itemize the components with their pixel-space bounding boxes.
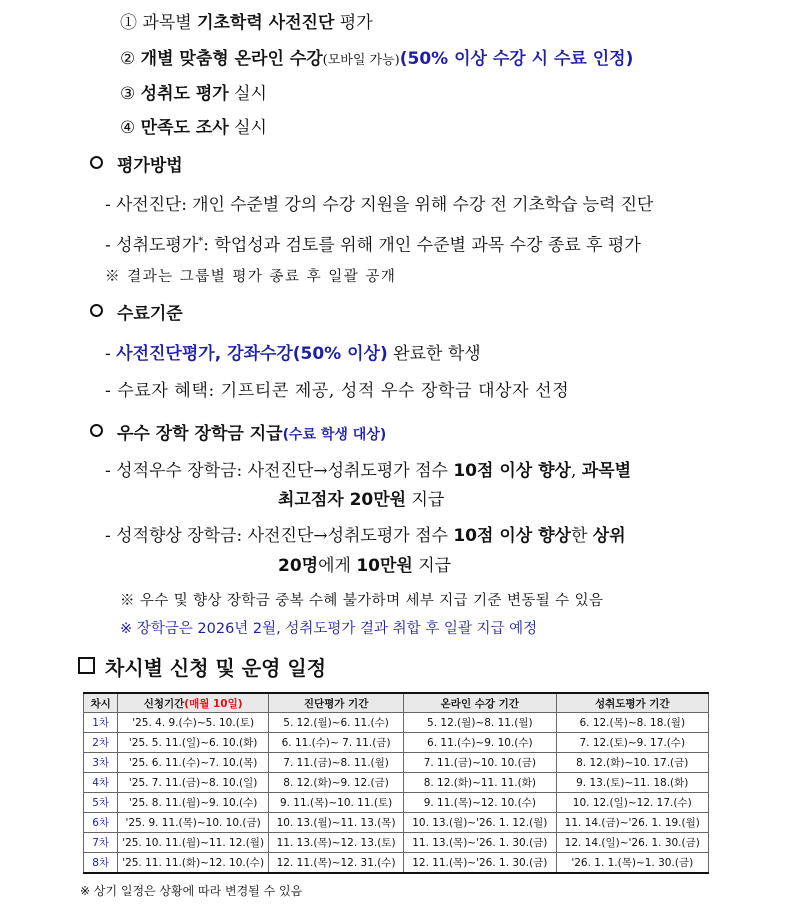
scholarship-heading: 우수 장학 장학금 지급(수료 학생 대상) (90, 423, 386, 446)
step-2: ② 개별 맞춤형 온라인 수강(모바일 가능)(50% 이상 수강 시 수료 인정) (120, 49, 634, 69)
completion-heading: 수료기준 (90, 303, 183, 325)
header-apply: 신청기간(매월 10일) (118, 693, 269, 713)
eval-heading: 평가방법 (90, 155, 183, 177)
eval-achievement: - 성취도평가*: 학업성과 검토를 위해 개인 수준별 과목 수강 종료 후 평가 (105, 235, 641, 256)
scholarship-note-2: ※ 장학금은 2026년 2월, 성취도평가 결과 취합 후 일괄 지급 예정 (120, 621, 538, 637)
completion-benefit: - 수료자 혜택: 기프티콘 제공, 성적 우수 장학금 대상자 선정 (105, 381, 570, 401)
table-header-row (84, 693, 709, 713)
bullet-icon (90, 424, 103, 437)
table-row: 5차 '25. 8. 11.(월)~9. 10.(수) 9. 11.(목)~10. 11.(토) 9. 11.(목)~12. 10.(수) 10. 12.(일)~12. 17.(수) (84, 793, 709, 813)
eval-note: ※ 결과는 그룹별 평가 종료 후 일괄 공개 (105, 269, 397, 285)
schedule-footnote: ※ 상기 일정은 상황에 따라 변경될 수 있음 (80, 884, 303, 898)
completion-requirement: - 사전진단평가, 강좌수강(50% 이상) 완료한 학생 (105, 344, 481, 364)
header-pre: 진단평가 기간 (269, 693, 404, 713)
step-4: ④ 만족도 조사 실시 (120, 118, 267, 138)
bullet-icon (90, 304, 103, 317)
header-ach: 성취도평가 기간 (556, 693, 708, 713)
step-3: ③ 성취도 평가 실시 (120, 84, 267, 104)
schedule-title: 차시별 신청 및 운영 일정 (78, 652, 326, 681)
header-round: 차시 (84, 693, 118, 713)
scholarship-improve: - 성적향상 장학금: 사전진단→성취도평가 점수 10점 이상 향상한 상위 (105, 526, 626, 546)
scholarship-note-1: ※ 우수 및 향상 장학금 중복 수혜 불가하며 세부 지급 기준 변동될 수 있음 (120, 593, 604, 609)
schedule-table (83, 692, 709, 874)
table-row: 7차 '25. 10. 11.(월)~11. 12.(월) 11. 13.(목)~12. 13.(토) 11. 13.(목)~'26. 1. 30.(금) 12. 14.(일)~'26. 1. 30.(금) (84, 833, 709, 853)
table-row: 2차 '25. 5. 11.(일)~6. 10.(화) 6. 11.(수)~ 7. 11.(금) 6. 11.(수)~9. 10.(수) 7. 12.(토)~9. 17.(수) (84, 733, 709, 753)
square-icon (78, 657, 95, 674)
bullet-icon (90, 156, 103, 169)
eval-pre-diagnosis: - 사전진단: 개인 수준별 강의 수강 지원을 위해 수강 전 기초학습 능력 진단 (105, 195, 654, 215)
table-row: 4차 '25. 7. 11.(금)~8. 10.(일) 8. 12.(화)~9. 12.(금) 8. 12.(화)~11. 11.(화) 9. 13.(토)~11. 18.(화) (84, 773, 709, 793)
scholarship-merit-cont: 최고점자 20만원 지급 (278, 490, 445, 510)
table-row: 3차 '25. 6. 11.(수)~7. 10.(목) 7. 11.(금)~8. 11.(월) 7. 11.(금)~10. 10.(금) 8. 12.(화)~10. 17.(금) (84, 753, 709, 773)
table-row: 1차 '25. 4. 9.(수)~5. 10.(토) 5. 12.(월)~6. 11.(수) 5. 12.(월)~8. 11.(월) 6. 12.(목)~8. 18.(월) (84, 713, 709, 733)
table-row: 8차 '25. 11. 11.(화)~12. 10.(수) 12. 11.(목)~12. 31.(수) 12. 11.(목)~'26. 1. 30.(금) '26. 1. 1.(목)~1. 30.(금) (84, 853, 709, 874)
step-1: ① 과목별 기초학력 사전진단 평가 (120, 13, 373, 33)
header-online: 온라인 수강 기간 (404, 693, 556, 713)
table-row: 6차 '25. 9. 11.(목)~10. 10.(금) 10. 13.(월)~11. 13.(목) 10. 13.(월)~'26. 1. 12.(월) 11. 14.(금)~'26. 1. 19.(월) (84, 813, 709, 833)
scholarship-improve-cont: 20명에게 10만원 지급 (278, 556, 452, 576)
scholarship-merit: - 성적우수 장학금: 사전진단→성취도평가 점수 10점 이상 향상, 과목별 (105, 461, 632, 481)
